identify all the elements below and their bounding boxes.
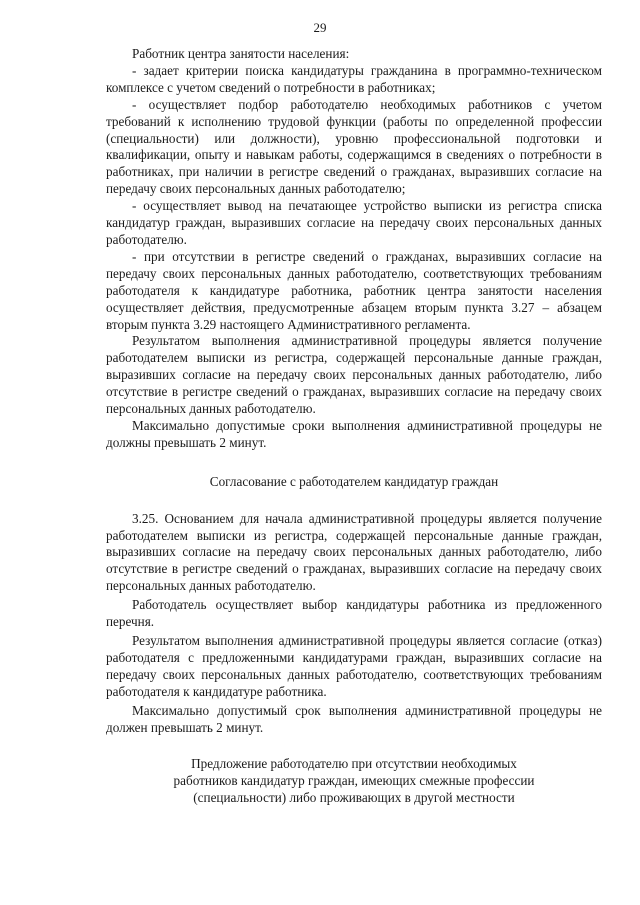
- paragraph-intro: Работник центра занятости населения:: [132, 46, 350, 61]
- section-heading-proposal: [106, 756, 602, 807]
- paragraph-time-limit: Максимально допустимые сроки выполнения административной процедуры не должны превышать 2 минут.: [106, 417, 602, 450]
- section-heading-proposal-line: Предложение работодателю при отсутствии необходимых: [191, 756, 517, 772]
- document-body: [106, 46, 602, 807]
- section-heading-proposal-line: (специальности) либо проживающих в другой местности: [193, 790, 515, 806]
- paragraph-approval-result: Результатом выполнения административной процедуры является согласие (отказ) работодателя с предложенными кандидатурами граждан, выразивших согласие на передачу своих персональных данных работодателю, соответствующих требованиям работодателя к кандидатуре работника.: [106, 633, 602, 699]
- section-heading-proposal-line: работников кандидатур граждан, имеющих смежные профессии: [173, 773, 535, 789]
- section-heading-approval: Согласование с работодателем кандидатур граждан: [209, 473, 499, 489]
- paragraph-employer-choice: Работодатель осуществляет выбор кандидатуры работника из предложенного перечня.: [106, 597, 602, 630]
- page-number: 29: [313, 20, 327, 35]
- paragraph-result: Результатом выполнения административной процедуры является получение работодателем выписки из регистра, содержащей персональные данные граждан, выразивших согласие на передачу своих персональных данных работодателю, либо отсутствие в регистре сведений о гражданах, выразивших согласие на передачу своих персональных данных работодателю.: [106, 333, 602, 417]
- paragraph-absence: - при отсутствии в регистре сведений о гражданах, выразивших согласие на передачу своих персональных данных работодателю, соответствующих требованиям работодателя к кандидатуре работника, работник центра занятости населения осуществляет действия, предусмотренные абзацем вторым пункта 3.27 – абзацем вторым пункта 3.29 настоящего Административного регламента.: [106, 248, 602, 332]
- paragraph-3-25: 3.25. Основанием для начала административной процедуры является получение работодателем выписки из регистра, содержащей персональные данные граждан, выразивших согласие на передачу своих персональных данных работодателю, либо отсутствие в регистре сведений о гражданах, выразивших согласие на передачу своих персональных данных работодателю.: [106, 510, 602, 594]
- paragraph-approval-time-limit: Максимально допустимый срок выполнения административной процедуры не должен превышать 2 минут.: [106, 702, 602, 735]
- paragraph-selection: - осуществляет подбор работодателю необходимых работников с учетом требований к исполнению трудовой функции (работы по определенной профессии (специальности) или должности), уровню профессиональной подготовки и квалификации, опыту и навыкам работы, содержащимся в сведениях о потребности в работниках, при наличии в регистре сведений о гражданах, выразивших согласие на передачу своих персональных данных работодателю;: [106, 96, 602, 197]
- paragraph-criteria: - задает критерии поиска кандидатуры гражданина в программно-техническом комплексе с учетом сведений о потребности в работниках;: [106, 62, 602, 95]
- paragraph-print-output: - осуществляет вывод на печатающее устройство выписки из регистра списка кандидатур граждан, выразивших согласие на передачу своих персональных данных работодателю.: [106, 198, 602, 247]
